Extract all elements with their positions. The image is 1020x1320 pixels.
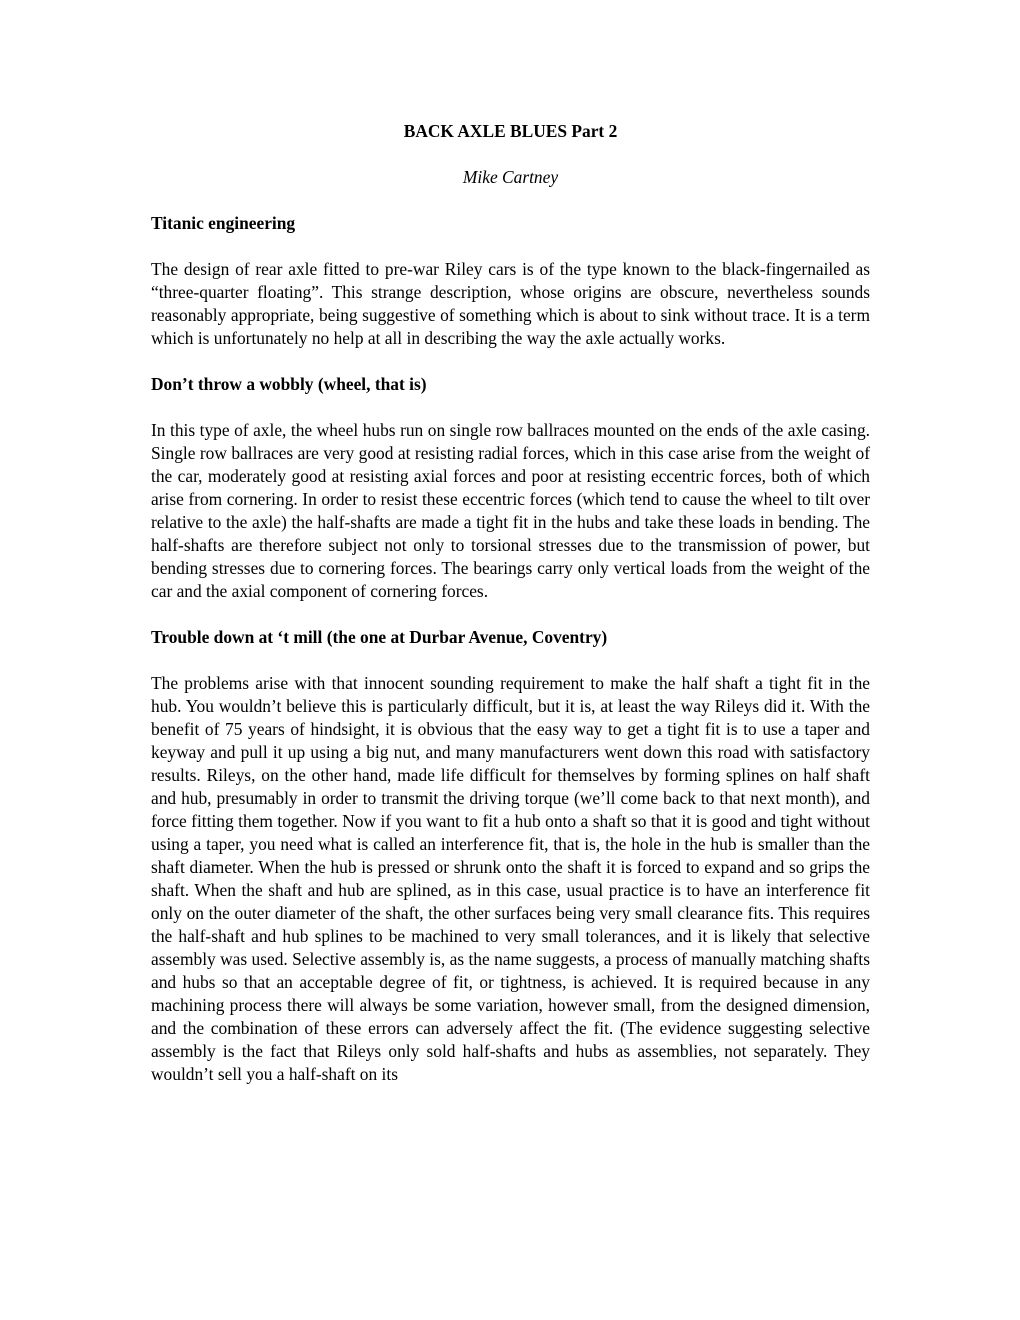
section-heading-trouble-down-at-mill: Trouble down at ‘t mill (the one at Durbar Avenue, Coventry) <box>151 627 608 647</box>
document-author: Mike Cartney <box>462 167 559 187</box>
document-page <box>151 112 870 1086</box>
section-heading-dont-throw-a-wobbly: Don’t throw a wobbly (wheel, that is) <box>151 374 427 394</box>
section-heading-titanic-engineering: Titanic engineering <box>151 213 296 233</box>
section-paragraph-trouble-down-at-mill: The problems arise with that innocent sounding requirement to make the half shaft a tight fit in the hub. You wouldn’t believe this is particularly difficult, but it is, at least the way Rileys did it. With the benefit of 75 years of hindsight, it is obvious that the easy way to get a tight fit is to use a taper and keyway and pull it up using a big nut, and many manufacturers went down this road with satisfactory results. Rileys, on the other hand, made life difficult for themselves by forming splines on half shaft and hub, presumably in order to transmit the driving torque (we’ll come back to that next month), and force fitting them together. Now if you want to fit a hub onto a shaft so that it is good and tight without using a taper, you need what is called an interference fit, that is, the hole in the hub is smaller than the shaft diameter. When the hub is pressed or shrunk onto the shaft it is forced to expand and so grips the shaft. When the shaft and hub are splined, as in this case, usual practice is to have an interference fit only on the outer diameter of the shaft, the other surfaces being very small clearance fits. This requires the half-shaft and hub splines to be machined to very small tolerances, and it is likely that selective assembly was used. Selective assembly is, as the name suggests, a process of manually matching shafts and hubs so that an acceptable degree of fit, or tightness, is achieved. It is required because in any machining process there will always be some variation, however small, from the designed dimension, and the combination of these errors can adversely affect the fit. (The evidence suggesting selective assembly is the fact that Rileys only sold half-shafts and hubs as assemblies, not separately. They wouldn’t sell you a half-shaft on its <box>151 673 870 1084</box>
section-paragraph-titanic-engineering: The design of rear axle fitted to pre-war Riley cars is of the type known to the black-fingernailed as “three-quarter floating”. This strange description, whose origins are obscure, nevertheless sounds reasonably appropriate, being suggestive of something which is about to sink without trace. It is a term which is unfortunately no help at all in describing the way the axle actually works. <box>151 259 870 348</box>
document-title: BACK AXLE BLUES Part 2 <box>403 121 618 141</box>
section-paragraph-dont-throw-a-wobbly: In this type of axle, the wheel hubs run on single row ballraces mounted on the ends of the axle casing. Single row ballraces are very good at resisting radial forces, which in this case arise from the weight of the car, moderately good at resisting axial forces and poor at resisting eccentric forces, both of which arise from cornering. In order to resist these eccentric forces (which tend to cause the wheel to tilt over relative to the axle) the half-shafts are made a tight fit in the hubs and take these loads in bending. The half-shafts are therefore subject not only to torsional stresses due to the transmission of power, but bending stresses due to cornering forces. The bearings carry only vertical loads from the weight of the car and the axial component of cornering forces. <box>151 420 870 601</box>
